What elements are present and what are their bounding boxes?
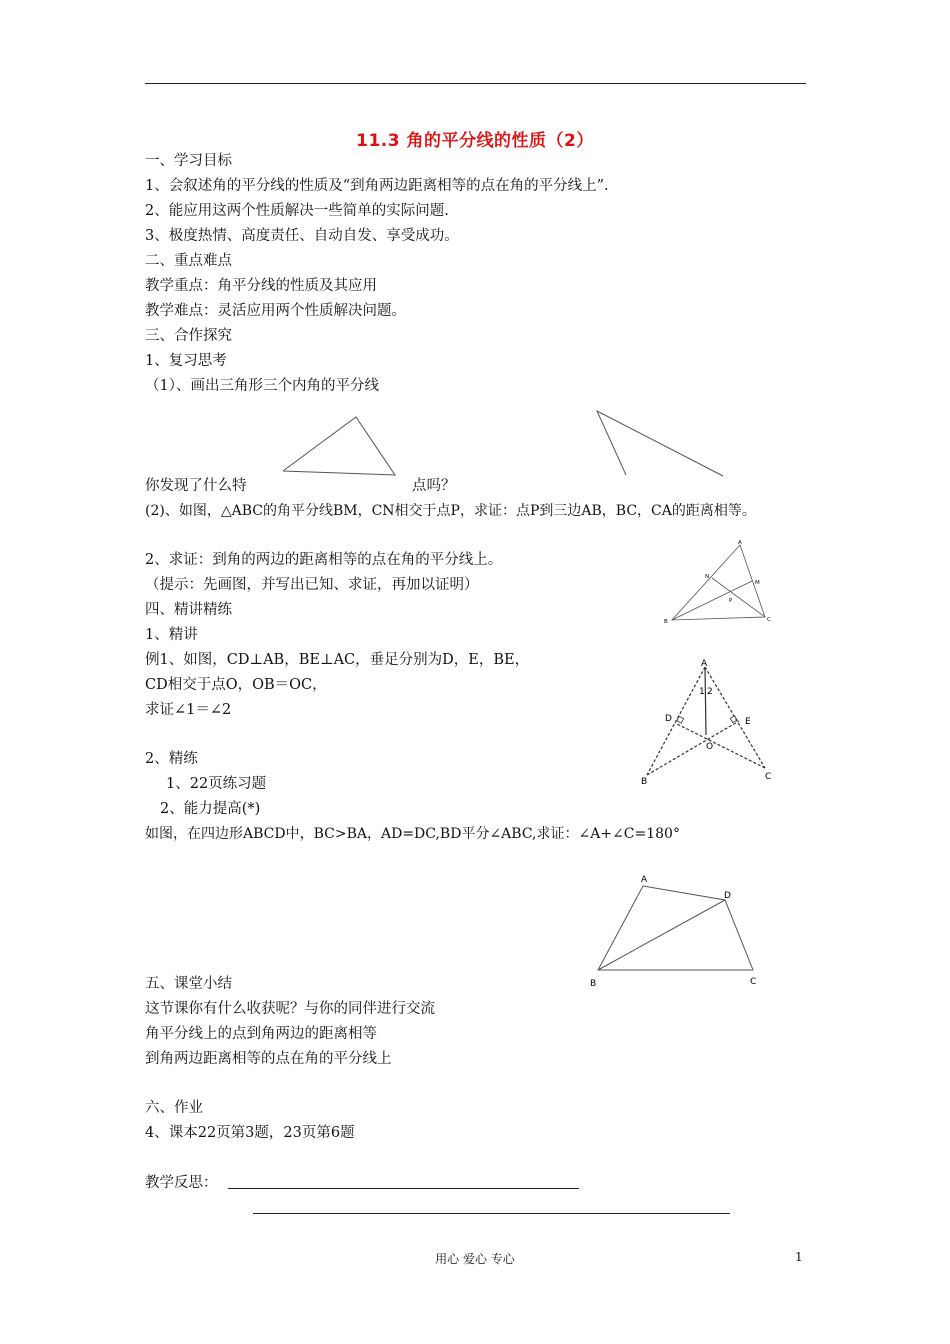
text-line: 3、极度热情、高度责任、自动自发、享受成功。 — [145, 228, 459, 244]
text-line: 2、求证：到角的两边的距离相等的点在角的平分线上。 — [145, 552, 503, 568]
label-A: A — [641, 875, 648, 885]
text-line: 2、能应用这两个性质解决一些简单的实际问题. — [145, 203, 449, 219]
label-A: A — [738, 540, 742, 546]
label-angle-2: 2 — [707, 687, 713, 697]
text-line: 例1、如图，CD⊥AB，BE⊥AC，垂足分别为D，E，BE， — [145, 652, 530, 668]
text-line: 1、22页练习题 — [166, 776, 267, 792]
section-heading: 四、精讲精练 — [145, 602, 232, 618]
text-line: （提示：先画图，并写出已知、求证，再加以证明） — [145, 577, 479, 593]
section-heading: 三、合作探究 — [145, 328, 232, 344]
label-D: D — [724, 891, 731, 901]
triangle-bisector-figure — [660, 535, 780, 630]
text-line: （1）、画出三角形三个内角的平分线 — [145, 378, 379, 394]
text-line: 教学重点：角平分线的性质及其应用 — [145, 278, 377, 294]
text-line: 求证∠1＝∠2 — [145, 702, 232, 718]
text-line: 1、会叙述角的平分线的性质及“到角两边距离相等的点在角的平分线上”. — [145, 178, 609, 194]
text-line: 1、精讲 — [145, 627, 198, 643]
label-B: B — [590, 979, 597, 989]
text-line: 到角两边距离相等的点在角的平分线上 — [145, 1051, 392, 1067]
label-C: C — [767, 617, 771, 623]
reflection-blank-line — [228, 1188, 579, 1189]
quadrilateral-figure — [585, 870, 765, 990]
text-line: 1、复习思考 — [145, 353, 227, 369]
reflection-label: 教学反思： — [145, 1175, 218, 1191]
label-B: B — [664, 619, 668, 625]
label-A: A — [701, 659, 708, 669]
text-line: 角平分线上的点到角两边的距离相等 — [145, 1026, 377, 1042]
label-C: C — [765, 772, 772, 782]
text-line: 2、精练 — [145, 751, 198, 767]
label-O: O — [706, 742, 714, 752]
header-rule — [145, 83, 806, 84]
text-line: 教学难点：灵活应用两个性质解决问题。 — [145, 303, 406, 319]
triangle-sketch-1 — [283, 417, 395, 475]
footer-text: 用心 爱心 专心 — [435, 1252, 515, 1266]
page-title: 11.3 角的平分线的性质（2） — [356, 131, 594, 151]
text-line: 这节课你有什么收获呢？与你的同伴进行交流 — [145, 1001, 435, 1017]
label-M: M — [755, 580, 760, 586]
triangle-sketches-figure — [270, 405, 740, 485]
label-N: N — [705, 574, 710, 580]
text-line: 点吗？ — [412, 478, 456, 494]
section-heading: 二、重点难点 — [145, 253, 232, 269]
example1-figure — [635, 655, 780, 790]
section-heading: 六、作业 — [145, 1100, 203, 1116]
label-P: P — [729, 598, 733, 604]
label-B: B — [641, 777, 648, 787]
text-line: 2、能力提高(*) — [160, 801, 261, 817]
triangle-sketch-2 — [597, 411, 723, 476]
text-line: 4、课本22页第3题，23页第6题 — [145, 1125, 355, 1141]
section-heading: 一、学习目标 — [145, 153, 232, 169]
text-line: CD相交于点O，OB＝OC， — [145, 677, 327, 693]
page-number: 1 — [795, 1250, 803, 1264]
section-heading: 五、课堂小结 — [145, 976, 232, 992]
text-line: 如图，在四边形ABCD中，BC>BA，AD=DC,BD平分∠ABC,求证：∠A+∠C=180° — [145, 826, 680, 842]
label-C: C — [750, 977, 757, 987]
reflection-blank-line-2 — [253, 1213, 730, 1214]
label-E: E — [745, 717, 751, 727]
label-D: D — [665, 714, 672, 724]
label-angle-1: 1 — [699, 687, 705, 697]
text-line: 你发现了什么特 — [145, 478, 247, 494]
text-line: (2)、如图，△ABC的角平分线BM，CN相交于点P，求证：点P到三边AB，BC，CA的距离相等。 — [145, 503, 756, 519]
